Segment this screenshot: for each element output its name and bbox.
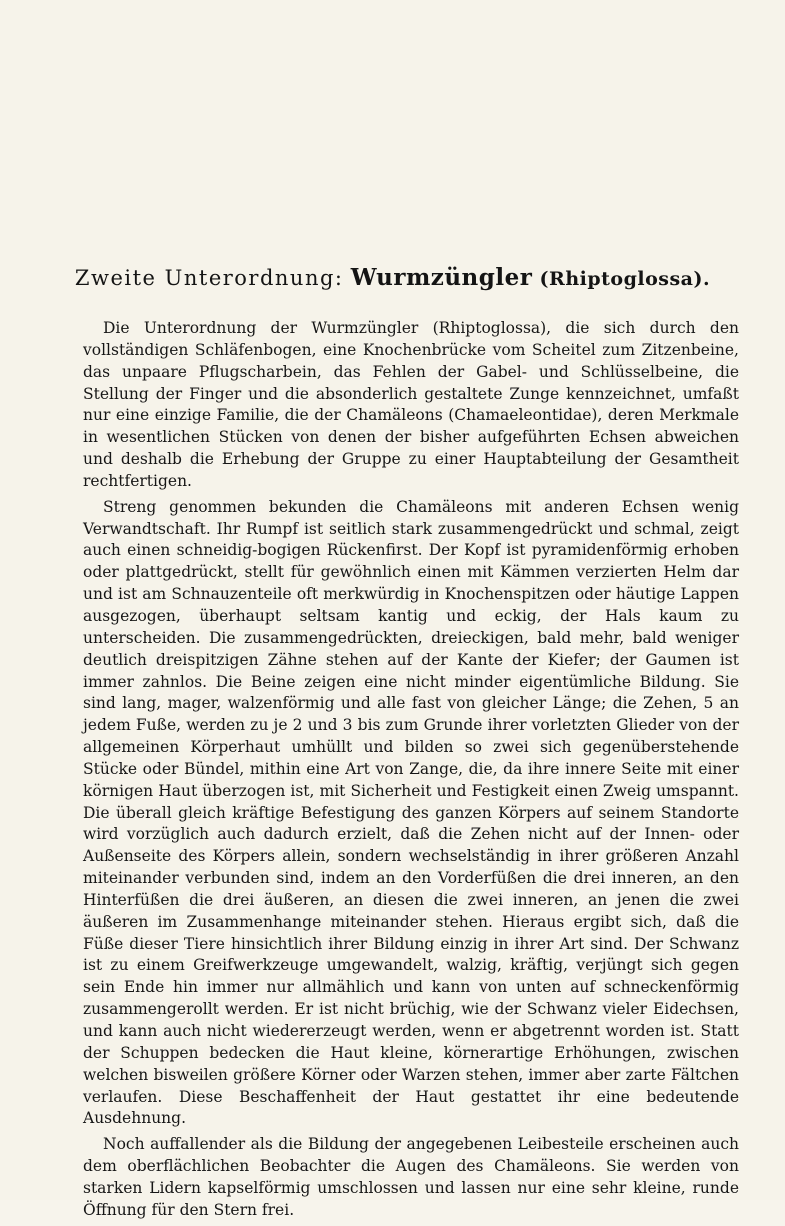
paragraph-2: Streng genommen bekunden die Chamäleons mit anderen Echsen wenig Verwandtschaft. Ihr Rumpf ist seitlich stark zusammengedrückt und schmal, zeigt auch einen schneidig-bogigen Rückenfirst. Der Kopf ist pyramidenförmig erhoben oder plattgedrückt, stellt für gewöhnlich einen mit Kämmen verzierten Helm dar und ist am Schnauzenteile oft merkwürdig in Knochenspitzen oder häutige Lappen ausgezogen, überhaupt seltsam kantig und eckig, der Hals kaum zu unterscheiden. Die zusammengedrückten, dreieckigen, bald mehr, bald weniger deutlich dreispitzigen Zähne stehen auf der Kante der Kiefer; der Gaumen ist immer zahnlos. Die Beine zeigen eine nicht minder eigentümliche Bildung. Sie sind lang, mager, walzenförmig und alle fast von gleicher Länge; die Zehen, 5 an jedem Fuße, werden zu je 2 und 3 bis zum Grunde ihrer vorletzten Glieder von der allgemeinen Körperhaut umhüllt und bilden so zwei sich gegenüberstehende Stücke oder Bündel, mithin eine Art von Zange, die, da ihre innere Seite mit einer körnigen Haut überzogen ist, mit Sicherheit und Festigkeit einen Zweig umspannt. Die überall gleich kräftige Befestigung des ganzen Körpers auf seinem Standorte wird vorzüglich auch dadurch erzielt, daß die Zehen nicht auf der Innen- oder Außenseite des Körpers allein, sondern wechselständig in ihrer größeren Anzahl miteinander verbunden sind, indem an den Vorderfüßen die drei inneren, an den Hinterfüßen die drei äußeren, an diesen die zwei inneren, an jenen die zwei äußeren im Zusammenhange miteinander stehen. Hieraus ergibt sich, daß die Füße dieser Tiere hinsichtlich ihrer Bildung einzig in ihrer Art sind. Der Schwanz ist zu einem Greifwerkzeuge umgewandelt, walzig, kräftig, verjüngt sich gegen sein Ende hin immer nur allmählich und kann von unten auf schneckenförmig zusammengerollt werden. Er ist nicht brüchig, wie der Schwanz vieler Eidechsen, und kann auch nicht wiedererzeugt werden, wenn er abgetrennt worden ist. Statt der Schuppen bedecken die Haut kleine, körnerartige Erhöhungen, zwischen welchen bisweilen größere Körner oder Warzen stehen, immer aber zarte Fältchen verlaufen. Diese Beschaffenheit der Haut gestattet ihr eine bedeutende Ausdehnung. xyxy=(83,497,739,1128)
section-heading xyxy=(0,264,785,291)
heading-prefix: Zweite Unterordnung: xyxy=(74,266,344,290)
heading-title: Wurmzüngler xyxy=(350,264,533,291)
heading-latin-name: (Rhiptoglossa). xyxy=(539,268,711,290)
body-text xyxy=(83,318,739,1226)
paragraph-3: Noch auffallender als die Bildung der angegebenen Leibesteile erscheinen auch dem oberflächlichen Beobachter die Augen des Chamäleons. Sie werden von starken Lidern kapselförmig umschlossen und lassen nur eine sehr kleine, runde Öffnung für den Stern frei. xyxy=(83,1135,739,1219)
paragraph-1: Die Unterordnung der Wurmzüngler (Rhiptoglossa), die sich durch den vollständigen Schläfenbogen, eine Knochenbrücke vom Scheitel zum Zitzenbeine, das unpaare Pflugscharbein, das Fehlen der Gabel- und Schlüsselbeine, die Stellung der Finger und die absonderlich gestaltete Zunge kennzeichnet, umfaßt nur eine einzige Familie, die der Chamäleons (Chamaeleontidae), deren Merkmale in wesentlichen Stücken von denen der bisher aufgeführten Echsen abweichen und deshalb die Erhebung der Gruppe zu einer Hauptabteilung der Gesamtheit rechtfertigen. xyxy=(83,319,739,490)
